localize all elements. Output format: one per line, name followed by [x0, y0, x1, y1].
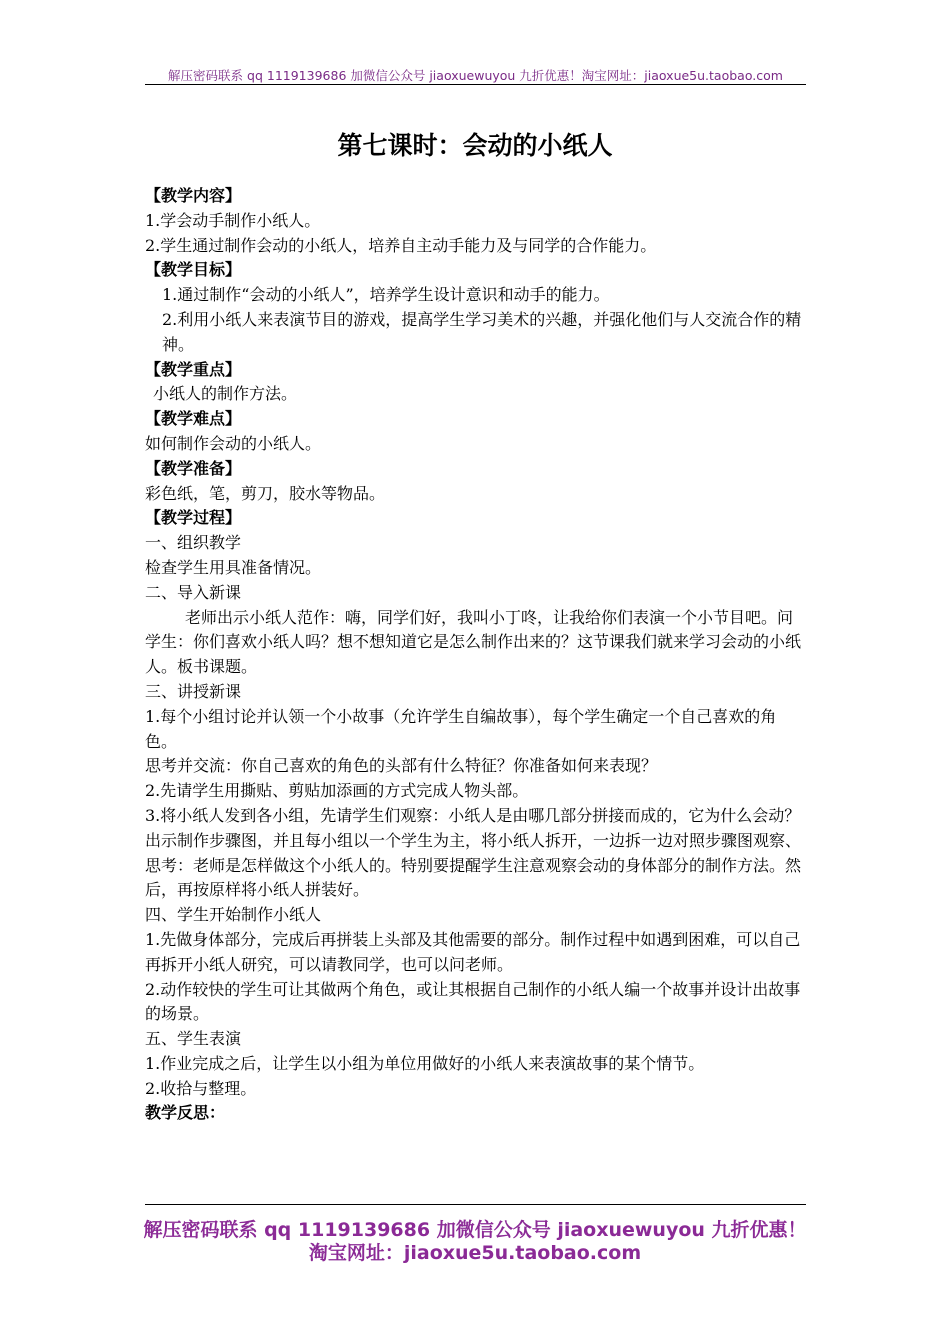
- lesson-body: [145, 184, 806, 1126]
- paragraph: 1.作业完成之后，让学生以小组为单位用做好的小纸人来表演故事的某个情节。: [145, 1053, 705, 1073]
- paragraph: 思考并交流：你自己喜欢的角色的头部有什么特征？你准备如何来表现？: [145, 756, 658, 776]
- paragraph: 小纸人的制作方法。: [153, 384, 298, 404]
- header-contact-link[interactable]: 解压密码联系 qq 1119139686 加微信公众号 jiaoxuewuyou 九折优惠！淘宝网址：jiaoxue5u.taobao.com: [168, 68, 783, 83]
- footer-divider: [145, 1204, 806, 1205]
- paragraph: 2.收拾与整理。: [145, 1078, 257, 1098]
- paragraph: 如何制作会动的小纸人。: [145, 433, 322, 453]
- heading-preparation: 【教学准备】: [145, 458, 242, 478]
- step-heading: 四、学生开始制作小纸人: [145, 905, 322, 925]
- paragraph: 3.将小纸人发到各小组，先请学生们观察：小纸人是由哪几部分拼接而成的，它为什么会动？: [145, 805, 801, 825]
- paragraph: 2.动作较快的学生可让其做两个角色，或让其根据自己制作的小纸人编一个故事并设计出故事的场景。: [145, 979, 801, 1024]
- footer-contact: [0, 1219, 950, 1265]
- paragraph: 2.先请学生用撕贴、剪贴加添画的方式完成人物头部。: [145, 781, 529, 801]
- step-heading: 三、讲授新课: [145, 681, 242, 701]
- paragraph: 1.先做身体部分，完成后再拼装上头部及其他需要的部分。制作过程中如遇到困难，可以自己再拆开小纸人研究，可以请教同学，也可以问老师。: [145, 929, 801, 974]
- paragraph: 1.学会动手制作小纸人。: [145, 210, 321, 230]
- paragraph: 检查学生用具准备情况。: [145, 557, 322, 577]
- paragraph: 老师出示小纸人范作：嗨，同学们好，我叫小丁咚，让我给你们表演一个小节目吧。问学生：你们喜欢小纸人吗？想不想知道它是怎么制作出来的？这节课我们就来学习会动的小纸人。板书课题。: [145, 607, 802, 677]
- paragraph: 彩色纸，笔，剪刀，胶水等物品。: [145, 483, 386, 503]
- heading-reflection: 教学反思：: [145, 1103, 226, 1123]
- heading-key-points: 【教学重点】: [145, 359, 242, 379]
- paragraph: 1.每个小组讨论并认领一个小故事（允许学生自编故事），每个学生确定一个自己喜欢的角色。: [145, 706, 777, 751]
- step-heading: 五、学生表演: [145, 1029, 242, 1049]
- header-divider: [145, 84, 806, 85]
- paragraph: 出示制作步骤图，并且每小组以一个学生为主，将小纸人拆开，一边拆一边对照步骤图观察、思考：老师是怎样做这个小纸人的。特别要提醒学生注意观察会动的身体部分的制作方法。然后，再按原样将小纸人拼装好。: [145, 830, 802, 900]
- paragraph: 1.通过制作“会动的小纸人”，培养学生设计意识和动手的能力。: [162, 285, 610, 305]
- step-heading: 一、组织教学: [145, 533, 242, 553]
- step-heading: 二、导入新课: [145, 582, 242, 602]
- heading-teaching-goals: 【教学目标】: [145, 260, 242, 280]
- heading-difficulties: 【教学难点】: [145, 409, 242, 429]
- heading-teaching-content: 【教学内容】: [145, 186, 242, 205]
- heading-process: 【教学过程】: [145, 508, 242, 528]
- paragraph: 2.利用小纸人来表演节目的游戏，提高学生学习美术的兴趣，并强化他们与人交流合作的精神。: [162, 309, 802, 354]
- page-title: 第七课时：会动的小纸人: [337, 131, 613, 160]
- paragraph: 2.学生通过制作会动的小纸人，培养自主动手能力及与同学的合作能力。: [145, 235, 657, 255]
- footer-line-shop[interactable]: 淘宝网址：jiaoxue5u.taobao.com: [308, 1242, 642, 1264]
- footer-line-contact[interactable]: 解压密码联系 qq 1119139686 加微信公众号 jiaoxuewuyou 九折优惠！: [143, 1219, 807, 1241]
